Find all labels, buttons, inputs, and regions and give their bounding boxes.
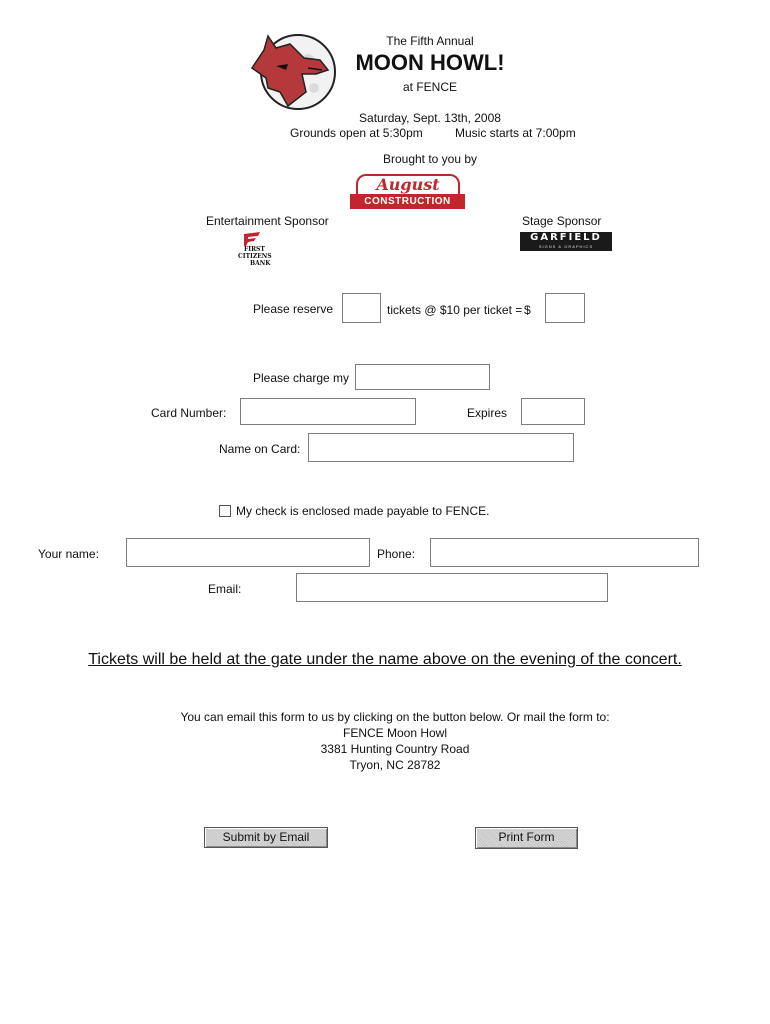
event-subtitle: The Fifth Annual — [386, 34, 474, 48]
grounds-open-time: Grounds open at 5:30pm — [290, 126, 423, 140]
name-on-card-input[interactable] — [308, 433, 574, 462]
mail-instructions: You can email this form to us by clicking on the button below. Or mail the form to: — [180, 710, 610, 724]
gate-pickup-notice: Tickets will be held at the gate under the name above on the evening of the concert. — [88, 651, 682, 668]
charge-label: Please charge my — [253, 371, 350, 385]
card-type-input[interactable] — [355, 364, 490, 390]
stage-sponsor-label: Stage Sponsor — [522, 214, 602, 228]
phone-input[interactable] — [430, 538, 699, 567]
first-citizens-bank-logo — [236, 232, 276, 272]
reserve-label: Please reserve — [253, 302, 334, 316]
expires-label: Expires — [467, 406, 508, 420]
total-amount-input[interactable] — [545, 293, 585, 323]
phone-label: Phone: — [377, 547, 416, 561]
garfield-logo-bottom: SIGNS & GRAPHICS — [538, 244, 594, 249]
submit-by-email-button[interactable]: Submit by Email — [204, 827, 328, 848]
mail-recipient: FENCE Moon Howl — [342, 726, 448, 740]
august-logo-bottom: CONSTRUCTION — [350, 194, 465, 209]
garfield-logo-top: GARFIELD — [530, 232, 602, 243]
first-citizens-line3: BANK — [250, 260, 271, 267]
print-form-button[interactable]: Print Form — [475, 827, 578, 849]
mail-street: 3381 Hunting Country Road — [320, 742, 470, 756]
check-enclosed-checkbox[interactable] — [219, 505, 231, 517]
first-citizens-line1: FIRST — [244, 246, 265, 253]
email-input[interactable] — [296, 573, 608, 602]
august-logo-top: August — [356, 174, 460, 198]
first-citizens-line2: CITIZENS — [238, 253, 272, 260]
entertainment-sponsor-label: Entertainment Sponsor — [206, 214, 329, 228]
tickets-price-label: tickets @ $10 per ticket = — [387, 303, 523, 317]
email-label: Email: — [208, 582, 242, 596]
expires-input[interactable] — [521, 398, 585, 425]
ticket-quantity-input[interactable] — [342, 293, 381, 323]
event-title: MOON HOWL! — [355, 50, 505, 75]
garfield-signs-logo — [520, 232, 612, 251]
mail-city: Tryon, NC 28782 — [349, 758, 441, 772]
event-date: Saturday, Sept. 13th, 2008 — [359, 111, 501, 125]
first-citizens-flag-icon — [242, 232, 262, 246]
card-number-input[interactable] — [240, 398, 416, 425]
your-name-label: Your name: — [38, 547, 99, 561]
music-start-time: Music starts at 7:00pm — [455, 126, 576, 140]
name-on-card-label: Name on Card: — [219, 442, 301, 456]
dollar-sign: $ — [524, 303, 531, 317]
check-enclosed-label: My check is enclosed made payable to FENCE. — [236, 504, 490, 518]
your-name-input[interactable] — [126, 538, 370, 567]
brought-by-label: Brought to you by — [382, 152, 478, 166]
august-construction-logo — [350, 176, 465, 210]
event-venue: at FENCE — [402, 80, 457, 94]
card-number-label: Card Number: — [151, 406, 227, 420]
